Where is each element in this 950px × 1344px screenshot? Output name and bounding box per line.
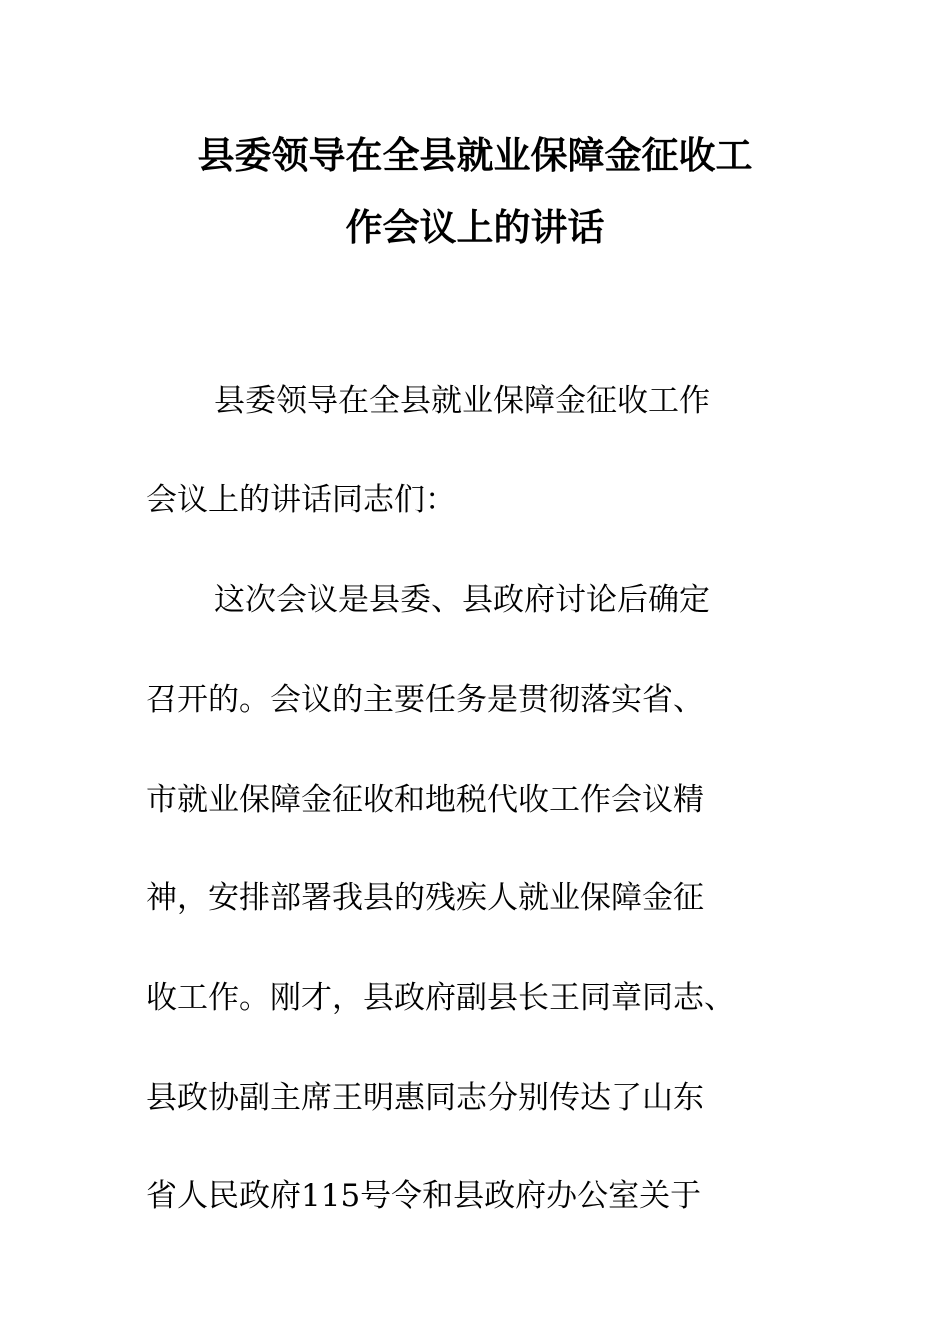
- body-line-1: 县委领导在全县就业保障金征收工作: [214, 383, 710, 419]
- body-line-2: 会议上的讲话同志们：: [146, 482, 456, 518]
- body-line-8: 县政协副主席王明惠同志分别传达了山东: [146, 1080, 704, 1116]
- body-line-5: 市就业保障金征收和地税代收工作会议精: [146, 782, 704, 818]
- body-line-6: 神，安排部署我县的残疾人就业保障金征: [146, 880, 704, 916]
- body-line-7: 收工作。刚才，县政府副县长王同章同志、: [146, 980, 735, 1016]
- document-title-line-1: 县委领导在全县就业保障金征收工: [197, 134, 753, 177]
- body-line-3: 这次会议是县委、县政府讨论后确定: [214, 582, 710, 618]
- body-line-9: 省人民政府115号令和县政府办公室关于: [146, 1178, 702, 1214]
- document-title-line-2: 作会议上的讲话: [345, 206, 605, 249]
- body-line-4: 召开的。会议的主要任务是贯彻落实省、: [146, 682, 704, 718]
